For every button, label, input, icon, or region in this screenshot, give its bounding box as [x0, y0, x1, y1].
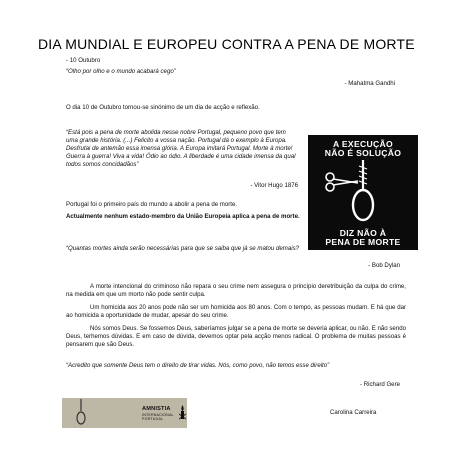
gandhi-author: - Mahatma Gandhi: [344, 80, 395, 87]
paragraph-retribution: A morte intencional do criminoso não repara o seu crime nem assegura o princípio deretribuição da culpa do crime, na medida em que um morto não pode sentir culpa.: [66, 283, 406, 298]
portugal-first-line: Portugal foi o primeiro país do mundo a abolir a pena de morte.: [66, 201, 238, 208]
campaign-poster: [308, 135, 418, 250]
amnesty-logo: [62, 398, 187, 428]
paragraph-change: Um homicida aos 20 anos pode não ser um homicida aos 80 anos. Com o tempo, as pessoas mudam. E há que dar ao homicida a oportunidade de mudar, apesar do seu crime.: [66, 304, 406, 319]
paragraph-god: Nós somos Deus. Se fossemos Deus, saberíamos julgar se a pena de morte se deveria aplicar, ou não. E não sendo Deus, terhemos dúvidas. E em caso de dúvida, devemos optar pela acção menos radical. O problema de muitas pessoas é pensarem que são Deus.: [66, 325, 406, 348]
poster-headline-2: NÃO É SOLUÇÃO: [324, 148, 402, 158]
org-name: AMNISTIA: [142, 406, 171, 412]
intro-paragraph: O dia 10 de Outubro tornou-se sinónimo de um dia de acção e reflexão.: [66, 104, 260, 111]
victor-hugo-quote: “Está pois a pena de morte abolida nesse nobre Portugal, pequeno povo que tem uma grande história. (...) Felicito a vossa nação. Portugal dá o exemplo à Europa. Desfrutai de antemão essa imensa glória. A Europa imitará Portugal. Morte à morte! Guerra à guerra! Viva a vida! Ódio ao ódio. A liberdade é uma cidade imensa da qual todos somos concidadãos”: [66, 129, 296, 168]
candle-icon: [179, 405, 186, 421]
richard-gere-quote: “Acredito que somente Deus tem o direito de tirar vidas. Nós, como povo, não temos esse direito”: [66, 362, 330, 369]
richard-gere-author: - Richard Gere: [360, 381, 400, 388]
noose-logo-icon: [66, 399, 96, 427]
date-line: - 10 Outubro: [66, 57, 101, 64]
org-line-3: PORTUGAL: [142, 417, 164, 422]
poster-headline-1: A EXECUÇÃO: [333, 139, 393, 149]
signature: Carolina Carreira: [330, 409, 377, 416]
org-line-2: INTERNACIONAL: [142, 413, 174, 417]
eu-statement: Actualmente nenhum estado-membro da União Europeia aplica a pena de morte.: [66, 213, 300, 220]
gandhi-quote: “Olho por olho e o mundo acabará cego”: [66, 68, 176, 75]
bob-dylan-quote: “Quantas mortes ainda serão necessárias para que se saiba que já se matou demais?: [66, 245, 300, 252]
poster-slogan-1: DIZ NÃO À: [339, 228, 387, 238]
bob-dylan-author: - Bob Dylan: [368, 262, 400, 269]
org-subtitle: [142, 413, 174, 422]
noose-scissors-icon: [308, 160, 418, 226]
page-title: DIA MUNDIAL E EUROPEU CONTRA A PENA DE MORTE: [38, 36, 415, 52]
poster-slogan-2: PENA DE MORTE: [325, 237, 401, 247]
victor-hugo-author: - Vitor Hugo 1876: [250, 182, 298, 189]
